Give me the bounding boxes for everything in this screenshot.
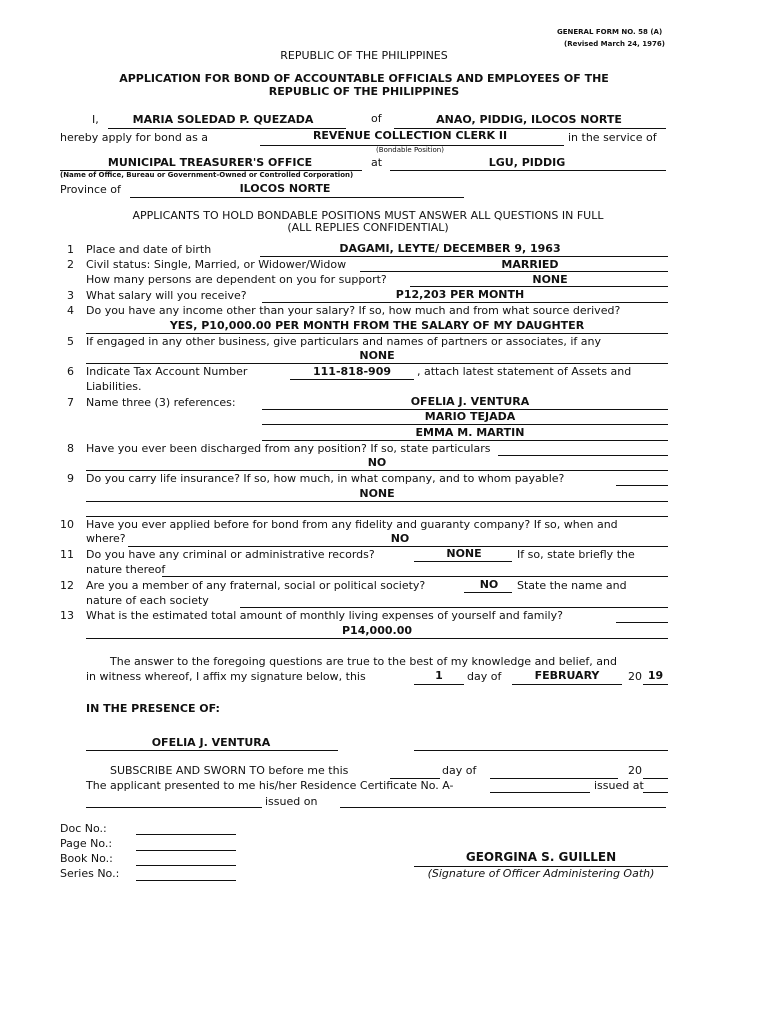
q11-text2: If so, state briefly the [517,548,635,561]
q9-answer: NONE [359,487,395,500]
q8-text: Have you ever been discharged from any position? If so, state particulars [86,442,491,455]
apply-label: hereby apply for bond as a [60,131,209,144]
attestation-day: 1 [435,669,443,682]
issued-at-underline [643,792,668,793]
q2-answer: MARRIED [501,258,559,271]
attestation-month: FEBRUARY [534,669,600,682]
q5-answer: NONE [359,349,395,362]
attestation-year-underline [643,684,668,685]
q2-sub-text: How many persons are dependent on you for support? [86,273,387,286]
q4-text: Do you have any income other than your salary? If so, how much and from what source derived? [86,304,621,317]
q12-underline [240,607,668,608]
oath-day-of: day of [442,764,477,777]
q13-text: What is the estimated total amount of monthly living expenses of yourself and family? [86,609,563,622]
issued-on-label: issued on [265,795,318,808]
q11-text3: nature thereof [86,563,166,576]
q7-reference-1: OFELIA J. VENTURA [410,395,530,408]
q10-text2: where? [86,532,126,545]
q1-answer: DAGAMI, LEYTE/ DECEMBER 9, 1963 [339,242,561,255]
q13-underline-a [616,622,668,623]
q10-number: 10 [60,518,74,531]
office-caption: (Name of Office, Bureau or Government-Owned or Controlled Corporation) [60,171,354,179]
form-title-line2: REPUBLIC OF THE PHILIPPINES [268,85,460,98]
q7-ref3-underline [262,440,668,441]
q12-text3: nature of each society [86,594,209,607]
q1-number: 1 [67,243,74,256]
q2-sub-answer: NONE [532,273,568,286]
q2-underline [360,271,668,272]
applicant-address: ANAO, PIDDIG, ILOCOS NORTE [436,113,622,126]
q2-number: 2 [67,258,74,271]
applicant-name: MARIA SOLEDAD P. QUEZADA [132,113,314,126]
applicant-signature-line [414,750,668,751]
book-no-underline [136,865,236,866]
q12-answer: NO [479,578,499,591]
q9-number: 9 [67,472,74,485]
oath-year-underline [643,778,668,779]
q9-underline-a [616,485,668,486]
republic-heading: REPUBLIC OF THE PHILIPPINES [280,49,448,62]
q8-answer: NO [367,456,387,469]
q1-underline [260,256,668,257]
province-label: Province of [60,183,121,196]
q2-text: Civil status: Single, Married, or Widower/Widow [86,258,347,271]
q6-text3: Liabilities. [86,380,142,393]
q13-answer: P14,000.00 [342,624,412,637]
q11-number: 11 [60,548,74,561]
q12-text: Are you a member of any fraternal, social or political society? [86,579,426,592]
q1-text: Place and date of birth [86,243,212,256]
of-label: of [371,112,382,125]
q13-underline-b [86,638,668,639]
issued-at-label: issued at [594,779,644,792]
q7-number: 7 [67,396,74,409]
q11-underline [162,576,668,577]
q9-underline-c [86,516,668,517]
witness-name: OFELIA J. VENTURA [151,736,271,749]
q12-text2: State the name and [517,579,627,592]
q8-number: 8 [67,442,74,455]
q8-underline-b [86,470,668,471]
q4-answer: YES, P10,000.00 PER MONTH FROM THE SALARY OF MY DAUGHTER [169,319,585,332]
page-no-label: Page No.: [60,837,113,850]
q11-answer: NONE [446,547,482,560]
residence-cert-underline [490,792,590,793]
q10-underline [128,546,668,547]
officer-name: GEORGINA S. GUILLEN [465,850,617,864]
q5-underline [86,363,668,364]
office-location: LGU, PIDDIG [488,156,566,169]
q7-reference-3: EMMA M. MARTIN [415,426,525,439]
at-label: at [371,156,383,169]
oath-year-prefix: 20 [628,764,642,777]
oath-line2: The applicant presented to me his/her Residence Certificate No. A- [86,779,454,792]
q5-text: If engaged in any other business, give particulars and names of partners or associates, if any [86,335,602,348]
q4-number: 4 [67,304,74,317]
q6-text2: , attach latest statement of Assets and [417,365,632,378]
attestation-line2: in witness whereof, I affix my signature below, this [86,670,366,683]
attestation-month-underline [512,684,622,685]
q3-underline [262,302,668,303]
q4-underline [86,333,668,334]
form-title-line1: APPLICATION FOR BOND OF ACCOUNTABLE OFFICIALS AND EMPLOYEES OF THE [119,72,609,85]
location-underline [390,170,666,171]
page-no-underline [136,850,236,851]
q7-ref2-underline [262,424,668,425]
q6-underline [290,379,414,380]
attestation-year-suffix: 19 [647,669,664,682]
q10-answer: NO [390,532,410,545]
q5-number: 5 [67,335,74,348]
q3-number: 3 [67,289,74,302]
attestation-line1: The answer to the foregoing questions are true to the best of my knowledge and belief, and [110,655,617,668]
service-label: in the service of [568,131,657,144]
instructions-line1: APPLICANTS TO HOLD BONDABLE POSITIONS MUST ANSWER ALL QUESTIONS IN FULL [132,209,604,222]
q3-text: What salary will you receive? [86,289,247,302]
office-name: MUNICIPAL TREASURER'S OFFICE [107,156,313,169]
q3-answer: P12,203 PER MONTH [395,288,525,301]
oath-line1: SUBSCRIBE AND SWORN TO before me this [110,764,349,777]
q9-underline-b [86,501,668,502]
witness-label: IN THE PRESENCE OF: [86,702,220,715]
attestation-day-underline [414,684,464,685]
issued-at-underline-2 [86,807,262,808]
series-no-underline [136,880,236,881]
doc-no-underline [136,834,236,835]
bondable-position: REVENUE COLLECTION CLERK II [312,129,508,142]
i-label: I, [92,113,99,126]
attestation-year-prefix: 20 [628,670,642,683]
book-no-label: Book No.: [60,852,113,865]
position-caption: (Bondable Position) [376,146,444,154]
q7-reference-2: MARIO TEJADA [424,410,516,423]
province-underline [130,197,464,198]
q6-text: Indicate Tax Account Number [86,365,248,378]
q7-text: Name three (3) references: [86,396,236,409]
issued-on-underline [340,807,666,808]
q11-answer-underline [414,561,512,562]
q11-text: Do you have any criminal or administrative records? [86,548,375,561]
q10-text: Have you ever applied before for bond from any fidelity and guaranty company? If so, when and [86,518,618,531]
q6-answer: 111-818-909 [312,365,391,378]
q6-number: 6 [67,365,74,378]
q9-text: Do you carry life insurance? If so, how much, in what company, and to whom payable? [86,472,565,485]
series-no-label: Series No.: [60,867,120,880]
instructions-line2: (ALL REPLIES CONFIDENTIAL) [287,221,449,234]
form-number: GENERAL FORM NO. 58 (A) [557,28,663,36]
q13-number: 13 [60,609,74,622]
attestation-day-of: day of [467,670,502,683]
q12-answer-underline [464,592,512,593]
revision-date: (Revised March 24, 1976) [564,40,665,48]
doc-no-label: Doc No.: [60,822,107,835]
q2-sub-underline [410,286,668,287]
officer-caption: (Signature of Officer Administering Oath) [427,867,655,880]
q12-number: 12 [60,579,74,592]
province: ILOCOS NORTE [239,182,331,195]
witness-signature-line [86,750,338,751]
